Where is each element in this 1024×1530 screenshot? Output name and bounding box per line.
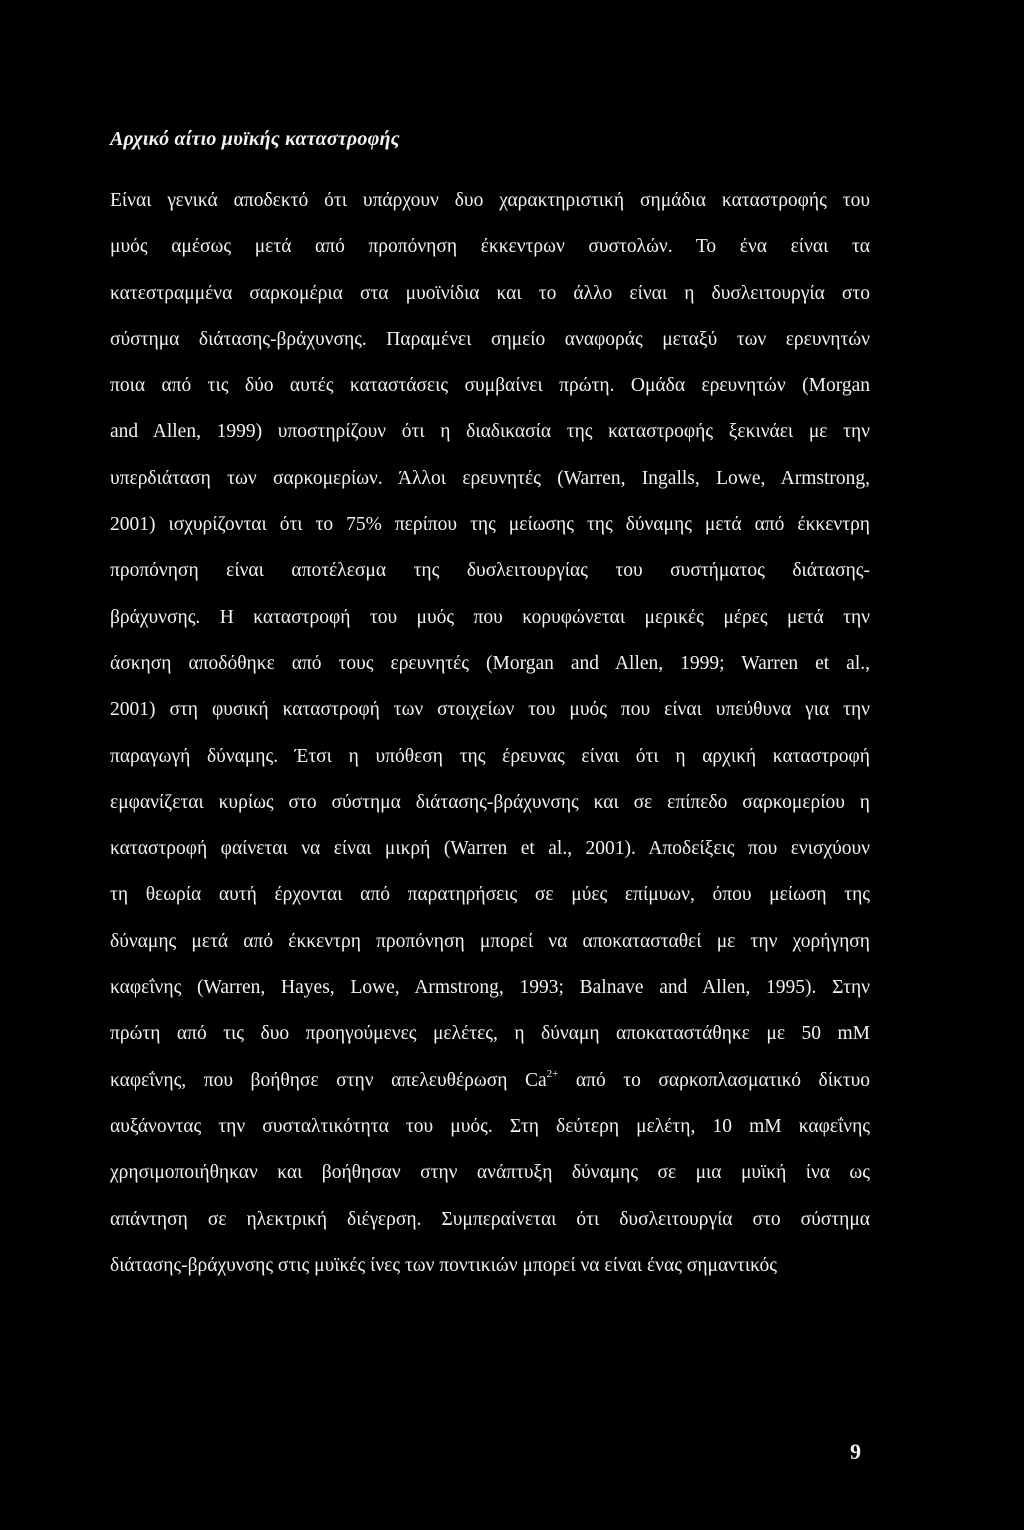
text-line: υπερδιάταση των σαρκομερίων. Άλλοι ερευνητές (Warren, Ingalls, Lowe, Armstrong,	[110, 467, 870, 489]
calcium-superscript: 2+	[546, 1067, 559, 1080]
text-line: βράχυνσης. Η καταστροφή του μυός που κορυφώνεται μερικές μέρες μετά την	[110, 606, 870, 628]
text-line: διάτασης-βράχυνσης στις μυϊκές ίνες των ποντικιών μπορεί να είναι ένας σημαντικός	[110, 1254, 777, 1276]
text-line: 2001) στη φυσική καταστροφή των στοιχείων του μυός που είναι υπεύθυνα για την	[110, 699, 870, 721]
text-line: καφεΐνης (Warren, Hayes, Lowe, Armstrong, 1993; Balnave and Allen, 1995). Στην	[110, 977, 870, 999]
text-line: and Allen, 1999) υποστηρίζουν ότι η διαδικασία της καταστροφής ξεκινάει με την	[110, 421, 870, 443]
text-line: κατεστραμμένα σαρκομέρια στα μυοϊνίδια και το άλλο είναι η δυσλειτουργία στο	[110, 282, 870, 304]
body-paragraph	[110, 178, 870, 1289]
text-line: χρησιμοποιήθηκαν και βοήθησαν στην ανάπτυξη δύναμης σε μια μυϊκή ίνα ως	[110, 1162, 870, 1184]
text-line: 2001) ισχυρίζονται ότι το 75% περίπου της μείωσης της δύναμης μετά από έκκεντρη	[110, 514, 870, 536]
text-line: απάντηση σε ηλεκτρική διέγερση. Συμπεραίνεται ότι δυσλειτουργία στο σύστημα	[110, 1208, 870, 1230]
section-heading: Αρχικό αίτιο μυϊκής καταστροφής	[110, 128, 400, 150]
text-line: πρώτη από τις δυο προηγούμενες μελέτες, η δύναμη αποκαταστάθηκε με 50 mM	[110, 1023, 870, 1045]
calcium-text-after: από το σαρκοπλασματικό δίκτυο	[558, 1069, 871, 1091]
text-line: παραγωγή δύναμης. Έτσι η υπόθεση της έρευνας είναι ότι η αρχική καταστροφή	[110, 745, 870, 767]
text-line: τη θεωρία αυτή έρχονται από παρατηρήσεις σε μύες επίμυων, όπου μείωση της	[110, 884, 870, 906]
text-line: προπόνηση είναι αποτέλεσμα της δυσλειτουργίας του συστήματος διάτασης-	[110, 560, 870, 582]
page-number: 9	[850, 1439, 861, 1464]
text-line: άσκηση αποδόθηκε από τους ερευνητές (Morgan and Allen, 1999; Warren et al.,	[110, 652, 870, 674]
text-line: μυός αμέσως μετά από προπόνηση έκκεντρων συστολών. Το ένα είναι τα	[110, 236, 870, 258]
text-line: δύναμης μετά από έκκεντρη προπόνηση μπορεί να αποκατασταθεί με την χορήγηση	[110, 930, 870, 952]
calcium-text-before: καφεΐνης, που βοήθησε στην απελευθέρωση Ca	[110, 1069, 547, 1091]
text-line: αυξάνοντας την συσταλτικότητα του μυός. Στη δεύτερη μελέτη, 10 mM καφεΐνης	[110, 1115, 870, 1137]
text-line: Είναι γενικά αποδεκτό ότι υπάρχουν δυο χαρακτηριστική σημάδια καταστροφής του	[110, 190, 870, 211]
text-line-calcium	[110, 1058, 870, 1104]
text-line: εμφανίζεται κυρίως στο σύστημα διάτασης-βράχυνσης και σε επίπεδο σαρκομερίου η	[110, 791, 870, 813]
text-line: ποια από τις δύο αυτές καταστάσεις συμβαίνει πρώτη. Ομάδα ερευνητών (Morgan	[110, 375, 870, 397]
text-line: καταστροφή φαίνεται να είναι μικρή (Warren et al., 2001). Αποδείξεις που ενισχύουν	[110, 838, 870, 860]
text-line: σύστημα διάτασης-βράχυνσης. Παραμένει σημείο αναφοράς μεταξύ των ερευνητών	[110, 328, 870, 350]
